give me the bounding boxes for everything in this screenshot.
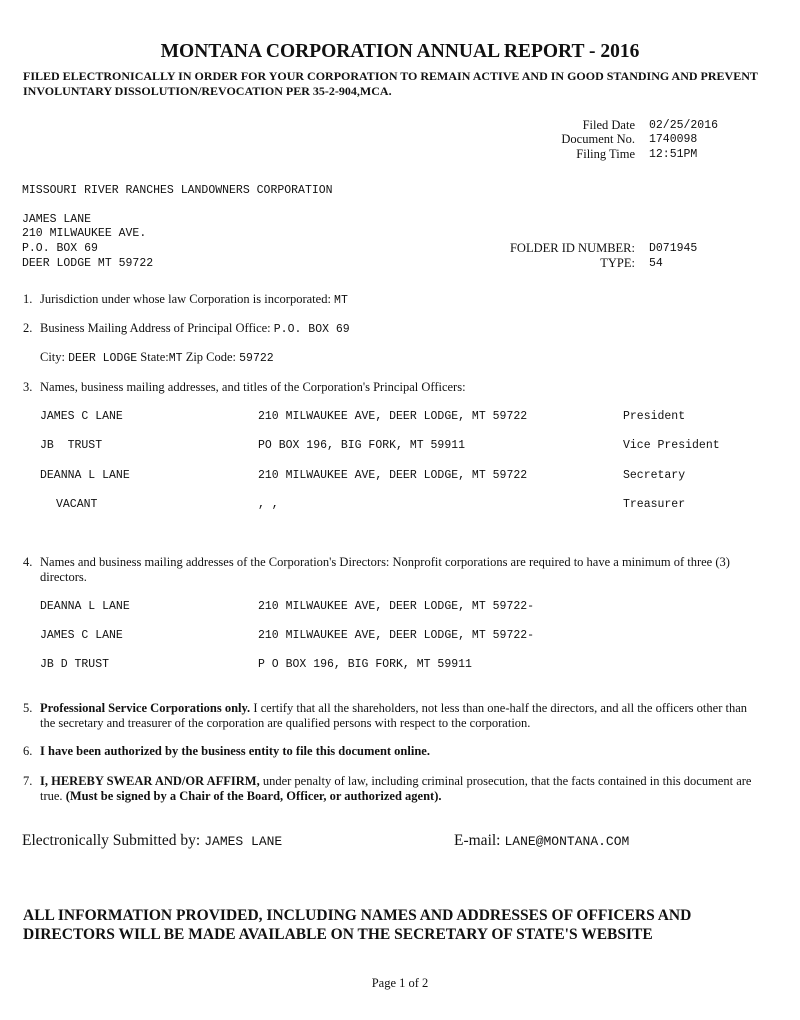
item-5-bold: Professional Service Corporations only.: [40, 701, 251, 715]
director-2-name: JAMES C LANE: [40, 629, 123, 642]
item-5-text: I certify that all the shareholders, not less than one-half the directors, and all the officers other than the secretary and treasurer of the corporation are qualified persons with respect to the corporation.: [40, 701, 748, 730]
submitted-by-row: [22, 832, 282, 850]
director-3-name: JB D TRUST: [40, 658, 110, 671]
director-1-name: DEANNA L LANE: [40, 600, 130, 613]
item-3-label: Names, business mailing addresses, and titles of the Corporation's Principal Officers:: [40, 380, 466, 394]
officer-1-title: President: [623, 410, 686, 423]
state-label: State:: [140, 350, 169, 364]
item-7-number: 7.: [23, 774, 33, 788]
city-value: DEER LODGE: [68, 352, 138, 365]
item-5: [23, 701, 763, 731]
item-5-number: 5.: [23, 701, 33, 715]
item-1-number: 1.: [23, 292, 33, 306]
officer-2-address: PO BOX 196, BIG FORK, MT 59911: [258, 439, 466, 452]
document-subtitle: FILED ELECTRONICALLY IN ORDER FOR YOUR CORPORATION TO REMAIN ACTIVE AND IN GOOD STANDING AND PREVENT INVOLUNTARY DISSOLUTION/REVOCATION PER 35-2-904,MCA.: [23, 69, 758, 98]
public-information-notice: ALL INFORMATION PROVIDED, INCLUDING NAMES AND ADDRESSES OF OFFICERS AND DIRECTORS WILL BE MADE AVAILABLE ON THE SECRETARY OF STATE'S WEBSITE: [23, 907, 692, 943]
officer-1-address: 210 MILWAUKEE AVE, DEER LODGE, MT 59722: [258, 410, 528, 423]
officer-4-name: VACANT: [56, 498, 98, 511]
document-no-value: 1740098: [649, 133, 698, 146]
item-1-label: Jurisdiction under whose law Corporation is incorporated:: [40, 292, 331, 306]
item-2: [23, 321, 350, 336]
officer-2-name: JB TRUST: [40, 439, 103, 452]
director-3-address: P O BOX 196, BIG FORK, MT 59911: [258, 658, 472, 671]
mailing-line-2: 210 MILWAUKEE AVE.: [22, 227, 147, 240]
item-3: [23, 380, 466, 395]
item-6-number: 6.: [23, 744, 33, 758]
type-value: 54: [649, 257, 663, 270]
item-3-number: 3.: [23, 380, 33, 394]
item-7-text: under penalty of law, including criminal prosecution, that the facts contained in this document are true.: [40, 774, 752, 803]
officer-2-title: Vice President: [623, 439, 720, 452]
filing-time-value: 12:51PM: [649, 148, 698, 161]
item-2-city-row: [40, 350, 274, 365]
submitted-by-value: JAMES LANE: [204, 834, 283, 849]
type-label: TYPE:: [600, 256, 635, 270]
item-1: [23, 292, 348, 307]
zip-value: 59722: [239, 352, 274, 365]
officer-1-name: JAMES C LANE: [40, 410, 123, 423]
officer-4-address: , ,: [258, 498, 279, 511]
item-2-label: Business Mailing Address of Principal Office:: [40, 321, 271, 335]
item-4: [23, 555, 763, 585]
director-1-address: 210 MILWAUKEE AVE, DEER LODGE, MT 59722-: [258, 600, 535, 613]
item-2-number: 2.: [23, 321, 33, 335]
officer-3-title: Secretary: [623, 469, 686, 482]
filing-time-label: Filing Time: [576, 147, 635, 161]
document-title: MONTANA CORPORATION ANNUAL REPORT - 2016: [160, 41, 640, 62]
item-6: [23, 744, 763, 759]
page-number: Page 1 of 2: [371, 976, 429, 990]
folder-id-value: D071945: [649, 242, 698, 255]
folder-id-label: FOLDER ID NUMBER:: [509, 241, 635, 255]
item-7-bold-1: I, HEREBY SWEAR AND/OR AFFIRM,: [40, 774, 260, 788]
officer-3-address: 210 MILWAUKEE AVE, DEER LODGE, MT 59722: [258, 469, 528, 482]
mailing-line-3: P.O. BOX 69: [22, 242, 98, 255]
filed-date-value: 02/25/2016: [649, 119, 719, 132]
item-4-label: Names and business mailing addresses of the Corporation's Directors: Nonprofit corporations are required to have a minimum of three (3) directors.: [40, 555, 730, 584]
email-label: E-mail:: [454, 832, 501, 849]
city-label: City:: [40, 350, 66, 364]
mailing-line-1: JAMES LANE: [22, 213, 92, 226]
item-6-bold: I have been authorized by the business entity to file this document online.: [40, 744, 430, 758]
mailing-line-4: DEER LODGE MT 59722: [22, 257, 154, 270]
item-7-bold-2: (Must be signed by a Chair of the Board, Officer, or authorized agent).: [65, 789, 442, 803]
email-value: LANE@MONTANA.COM: [504, 834, 630, 849]
filed-date-label: Filed Date: [582, 118, 635, 132]
director-2-address: 210 MILWAUKEE AVE, DEER LODGE, MT 59722-: [258, 629, 535, 642]
email-row: [454, 832, 629, 850]
item-1-value: MT: [334, 294, 348, 307]
corporation-name: MISSOURI RIVER RANCHES LANDOWNERS CORPORATION: [22, 184, 333, 197]
submitted-by-label: Electronically Submitted by:: [22, 832, 201, 849]
item-4-number: 4.: [23, 555, 33, 569]
zip-label: Zip Code:: [185, 350, 237, 364]
state-value: MT: [168, 352, 183, 365]
officer-4-title: Treasurer: [623, 498, 686, 511]
document-no-label: Document No.: [561, 132, 635, 146]
officer-3-name: DEANNA L LANE: [40, 469, 130, 482]
item-2-value: P.O. BOX 69: [273, 323, 350, 336]
item-7: [23, 774, 763, 804]
